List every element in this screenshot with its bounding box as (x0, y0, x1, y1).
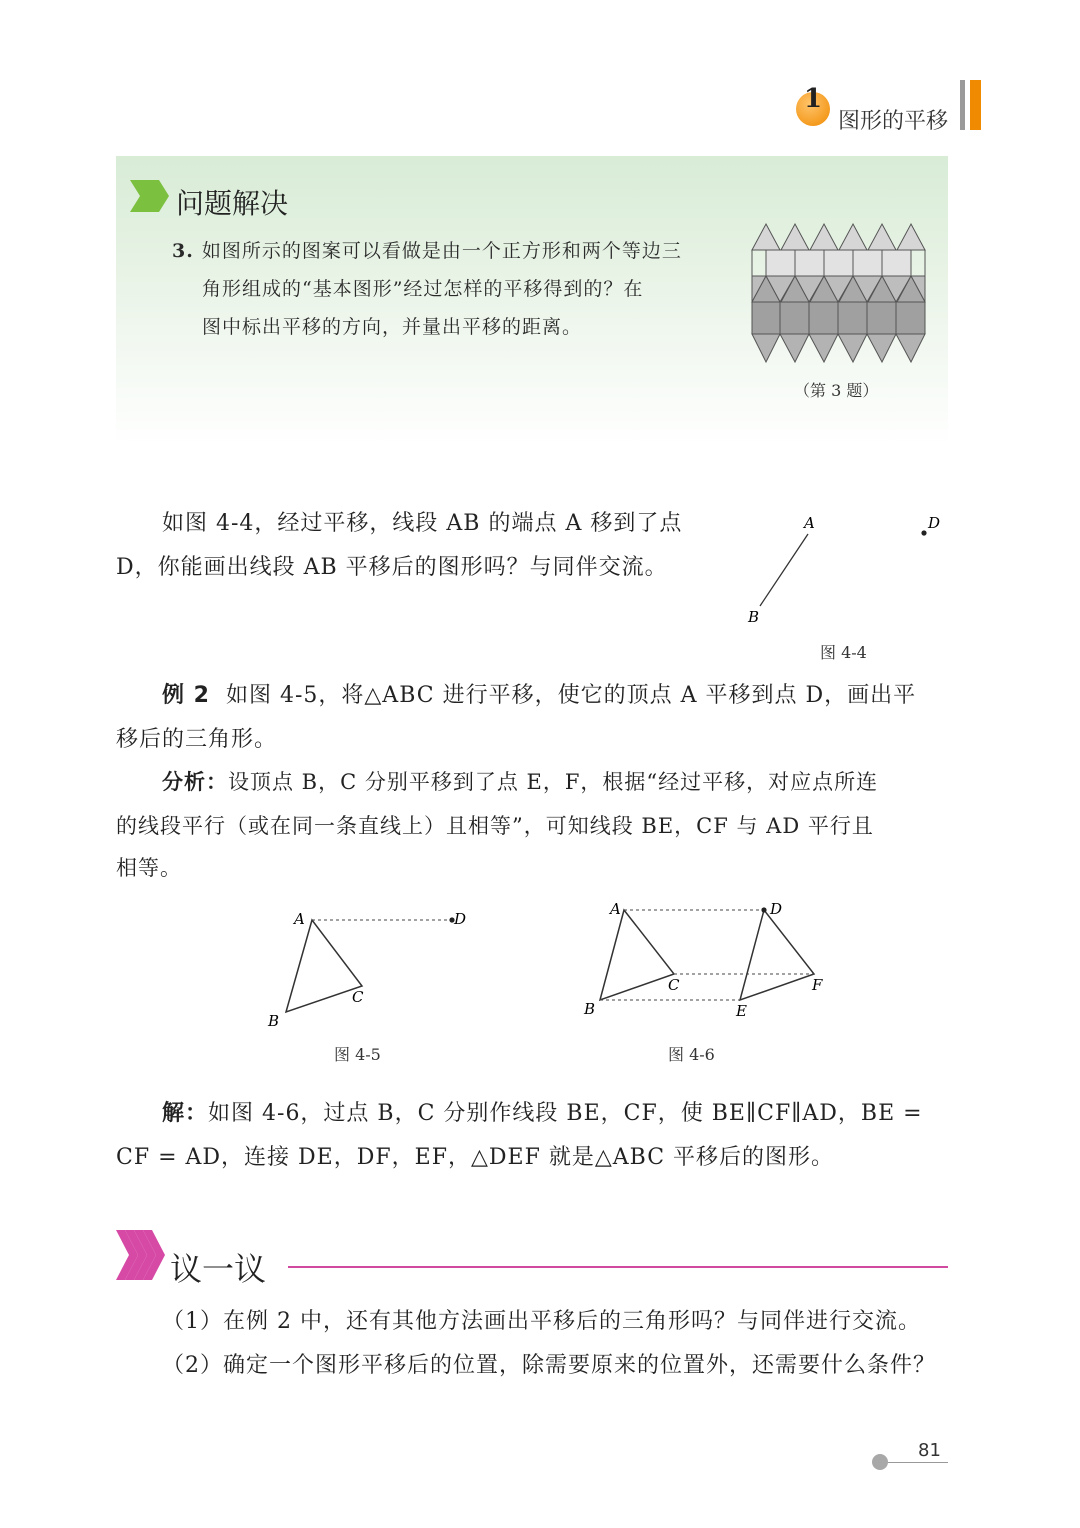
figure-4-5 (262, 900, 482, 1034)
fig45-label-a: A (294, 910, 305, 928)
fig45-label-b: B (268, 1012, 280, 1030)
fig45-label-c: C (352, 988, 364, 1006)
discussion-title: 议一议 (170, 1250, 267, 1288)
green-chevrons-icon (130, 178, 170, 214)
fig45-label-d: D (454, 910, 467, 928)
paragraph-4-4-line-1: 如图 4-4，经过平移，线段 AB 的端点 A 移到了点 (162, 511, 683, 536)
figure-4-4 (738, 508, 948, 632)
problem-line-2: 角形组成的“基本图形”经过怎样的平移得到的？在 (202, 278, 644, 300)
problem-section-title: 问题解决 (176, 187, 289, 220)
analysis-line-3: 相等。 (116, 856, 182, 880)
fig44-label-d: D (928, 514, 941, 532)
example-label: 例 2 (162, 683, 210, 708)
page-dot (872, 1454, 888, 1470)
discussion-question-1: （1）在例 2 中，还有其他方法画出平移后的三角形吗？与同伴进行交流。 (162, 1309, 921, 1334)
discussion-question-2: （2）确定一个图形平移后的位置，除需要原来的位置外，还需要什么条件？ (162, 1353, 936, 1378)
header-bar-gray (960, 80, 965, 130)
solution-line-2: CF = AD，连接 DE，DF，EF，△DEF 就是△ABC 平移后的图形。 (116, 1145, 835, 1170)
solution-text-1: 如图 4-6，过点 B，C 分别作线段 BE，CF，使 BE∥CF∥AD，BE = (208, 1101, 923, 1126)
page-number: 81 (918, 1440, 941, 1461)
tessellation-figure (750, 218, 932, 368)
discussion-divider (288, 1266, 948, 1268)
problem-number: 3. (172, 240, 194, 262)
page-line (888, 1462, 948, 1463)
fig46-label-b: B (584, 1000, 596, 1018)
fig44-label-b: B (748, 608, 760, 626)
figure-4-4-caption: 图 4-4 (820, 643, 867, 662)
example-line-1 (162, 674, 916, 718)
example-text-1: 如图 4-5，将△ABC 进行平移，使它的顶点 A 平移到点 D，画出平 (225, 683, 917, 708)
fig46-label-c: C (668, 976, 680, 994)
problem-figure-caption: （第 3 题） (794, 381, 879, 400)
analysis-line-1 (162, 760, 878, 804)
analysis-text-1: 设顶点 B，C 分别平移到了点 E，F，根据“经过平移，对应点所连 (228, 770, 879, 794)
pink-chevrons-icon (116, 1228, 166, 1282)
fig46-label-a: A (610, 900, 621, 918)
figure-4-6-caption: 图 4-6 (668, 1045, 715, 1064)
analysis-label: 分析： (162, 770, 228, 794)
fig46-label-e: E (736, 1002, 747, 1020)
problem-3-text (172, 232, 720, 346)
problem-line-3: 图中标出平移的方向，并量出平移的距离。 (202, 316, 583, 338)
example-line-2: 移后的三角形。 (116, 727, 278, 752)
problem-line-1: 如图所示的图案可以看做是由一个正方形和两个等边三 (201, 240, 682, 262)
figure-4-6 (578, 896, 838, 1026)
fig46-label-f: F (812, 976, 823, 994)
fig46-label-d: D (770, 900, 783, 918)
chapter-number: 1 (804, 84, 823, 114)
paragraph-4-4-line-2: D，你能画出线段 AB 平移后的图形吗？与同伴交流。 (116, 555, 668, 580)
chapter-title: 图形的平移 (838, 109, 949, 134)
figure-4-5-caption: 图 4-5 (334, 1045, 381, 1064)
solution-label: 解： (162, 1101, 209, 1126)
header-bar-orange (970, 80, 981, 130)
analysis-line-2: 的线段平行（或在同一条直线上）且相等”，可知线段 BE，CF 与 AD 平行且 (116, 814, 874, 838)
solution-line-1 (162, 1092, 923, 1136)
fig44-label-a: A (804, 514, 815, 532)
